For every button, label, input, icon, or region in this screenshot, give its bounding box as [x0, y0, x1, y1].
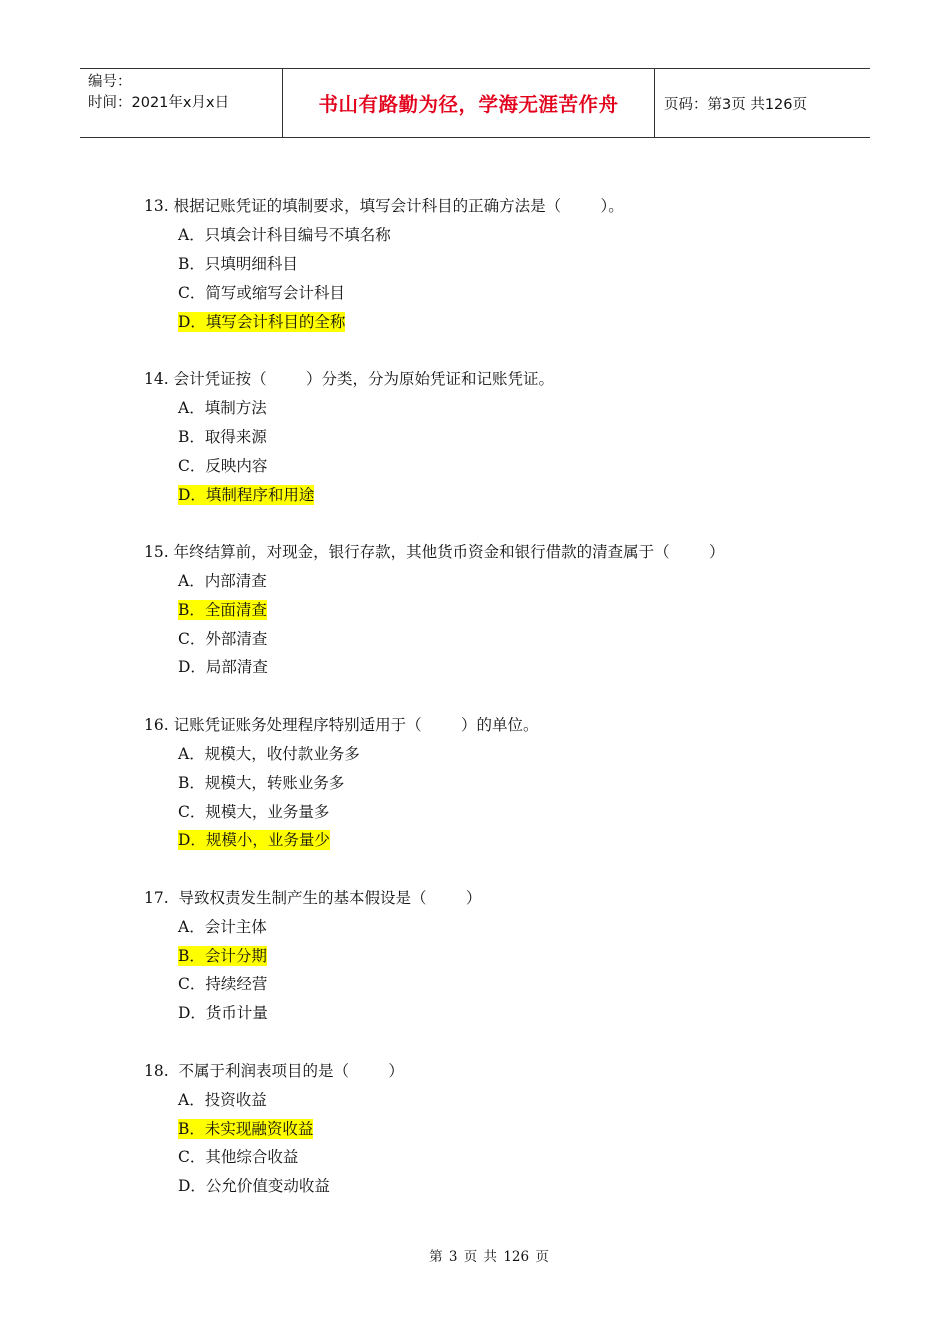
answer-option-highlighted [144, 826, 824, 855]
answer-option-highlighted [144, 308, 824, 337]
question-stem: 16. 记账凭证账务处理程序特别适用于（ ）的单位。 [144, 715, 539, 734]
answer-option-text: A．只填会计科目编号不填名称 [178, 225, 391, 244]
answer-option-text: C．外部清查 [178, 629, 268, 648]
question-block [144, 192, 824, 336]
page-footer: 第 3 页 共 126 页 [429, 1249, 549, 1265]
answer-option [144, 625, 824, 654]
document-number-label: 编号： [88, 74, 132, 90]
question-stem: 18. 不属于利润表项目的是（ ） [144, 1061, 404, 1080]
answer-option-text: D．规模小，业务量少 [178, 831, 330, 850]
question-block [144, 365, 824, 509]
answer-option [144, 769, 824, 798]
question-block [144, 884, 824, 1028]
answer-option-text: A．投资收益 [178, 1090, 267, 1109]
document-date-label: 时间：2021年x月x日 [88, 95, 230, 111]
header-meta [80, 69, 282, 137]
answer-option [144, 653, 824, 682]
answer-option-text: D．货币计量 [178, 1004, 268, 1023]
answer-option-text: B．未实现融资收益 [178, 1119, 314, 1138]
question-block [144, 538, 824, 682]
answer-option [144, 567, 824, 596]
question-stem: 15. 年终结算前，对现金，银行存款，其他货币资金和银行借款的清查属于（ ） [144, 542, 725, 561]
answer-option [144, 1086, 824, 1115]
answer-option [144, 394, 824, 423]
answer-option-text: C．持续经营 [178, 975, 268, 994]
answer-option [144, 423, 824, 452]
answer-option [144, 970, 824, 999]
answer-option-text: C．规模大，业务量多 [178, 802, 330, 821]
header-motto: 书山有路勤为径，学海无涯苦作舟 [282, 69, 655, 137]
question-stem: 14. 会计凭证按（ ）分类，分为原始凭证和记账凭证。 [144, 369, 554, 388]
answer-option [144, 279, 824, 308]
answer-option [144, 913, 824, 942]
answer-option [144, 1143, 824, 1172]
answer-option-highlighted [144, 596, 824, 625]
answer-option-text: B．规模大，转账业务多 [178, 773, 345, 792]
answer-option-text: C．其他综合收益 [178, 1148, 299, 1167]
answer-option [144, 1172, 824, 1201]
answer-option-text: B．会计分期 [178, 946, 267, 965]
header-page-number: 页码：第3页 共126页 [664, 96, 808, 113]
answer-option-text: A．规模大，收付款业务多 [178, 744, 360, 763]
answer-option-text: A．填制方法 [178, 398, 267, 417]
answer-option-highlighted [144, 481, 824, 510]
answer-option-text: B．全面清查 [178, 600, 267, 619]
answer-option-text: A．会计主体 [178, 917, 267, 936]
answer-option-highlighted [144, 942, 824, 971]
answer-option [144, 221, 824, 250]
question-stem: 17. 导致权责发生制产生的基本假设是（ ） [144, 888, 482, 907]
answer-option-text: D．填写会计科目的全称 [178, 312, 346, 331]
answer-option-text: B．取得来源 [178, 427, 267, 446]
question-block [144, 1057, 824, 1201]
answer-option-text: B．只填明细科目 [178, 254, 298, 273]
answer-option-text: C．反映内容 [178, 456, 268, 475]
answer-option-text: C．简写或缩写会计科目 [178, 283, 345, 302]
answer-option-text: D．填制程序和用途 [178, 485, 315, 504]
answer-option-text: A．内部清查 [178, 571, 267, 590]
question-stem: 13. 根据记账凭证的填制要求，填写会计科目的正确方法是（ ）。 [144, 197, 624, 215]
answer-option [144, 740, 824, 769]
answer-option [144, 250, 824, 279]
answer-option [144, 798, 824, 827]
question-list [144, 192, 824, 1230]
answer-option [144, 452, 824, 481]
answer-option-text: D．公允价值变动收益 [178, 1177, 330, 1196]
answer-option-highlighted [144, 1115, 824, 1144]
answer-option [144, 999, 824, 1028]
answer-option-text: D．局部清查 [178, 658, 268, 677]
page-header [80, 68, 870, 138]
question-block [144, 711, 824, 855]
